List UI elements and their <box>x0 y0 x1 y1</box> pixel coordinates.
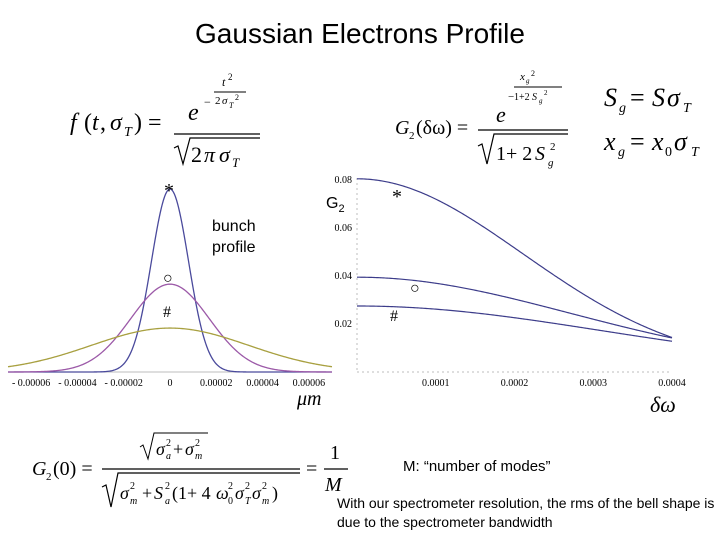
svg-text:σ: σ <box>120 483 129 503</box>
modes-note: M: “number of modes” <box>403 458 551 475</box>
svg-text:x: x <box>520 71 525 83</box>
svg-text:1: 1 <box>330 442 340 464</box>
svg-text:e: e <box>188 100 199 126</box>
svg-text:t: t <box>92 110 99 136</box>
svg-text:G: G <box>395 117 410 139</box>
svg-text:(1+ 4: (1+ 4 <box>172 483 211 503</box>
svg-text:2: 2 <box>262 481 267 492</box>
svg-text:M: M <box>325 474 342 496</box>
left-tick-label-3: 0 <box>167 378 173 389</box>
svg-text:(0) =: (0) = <box>53 458 93 480</box>
star-marker-narrow: * <box>164 180 174 202</box>
svg-text:S: S <box>604 83 617 112</box>
svg-text:m: m <box>195 451 203 462</box>
svg-text:2: 2 <box>235 93 239 102</box>
svg-text:S: S <box>652 83 665 112</box>
svg-text:ω: ω <box>216 483 229 503</box>
left-series-1 <box>8 284 332 372</box>
svg-text:σ: σ <box>110 110 122 136</box>
svg-text:2: 2 <box>228 481 233 492</box>
spectrometer-note: With our spectrometer resolution, the rms of the bell shape is due to the spectrometer bandwidth <box>337 495 715 530</box>
svg-text:0: 0 <box>665 145 672 160</box>
svg-text:−: − <box>204 95 211 109</box>
hash-marker-wide: # <box>163 304 171 321</box>
svg-text:σ: σ <box>222 95 228 107</box>
svg-text:m: m <box>130 496 138 507</box>
right-y-tick-label-0: 0.08 <box>334 175 352 186</box>
page-title: Gaussian Electrons Profile <box>195 18 525 49</box>
svg-text:T: T <box>232 155 240 168</box>
hash-marker-right: # <box>390 308 398 325</box>
svg-text:f: f <box>70 110 77 136</box>
svg-text:e: e <box>496 102 506 127</box>
svg-text:+: + <box>173 439 184 459</box>
right-series-0 <box>357 179 672 338</box>
svg-text:(: ( <box>84 110 92 136</box>
svg-text:T: T <box>691 145 699 160</box>
svg-text:2: 2 <box>215 95 221 107</box>
svg-text:G: G <box>32 458 47 480</box>
svg-text:σ: σ <box>156 439 165 459</box>
svg-text:σ: σ <box>235 483 244 503</box>
svg-text:2: 2 <box>550 141 556 153</box>
g2-formula-svg <box>390 70 590 172</box>
svg-text:σ: σ <box>674 127 687 156</box>
left-tick-label-5: 0.00004 <box>246 378 279 389</box>
svg-text:1+ 2: 1+ 2 <box>496 143 533 165</box>
right-series-2 <box>357 306 672 341</box>
svg-text:g: g <box>618 145 625 160</box>
sg-xg-formulas <box>600 78 715 166</box>
svg-text:π: π <box>204 142 216 167</box>
left-tick-label-6: 0.00006 <box>292 378 326 389</box>
svg-text:2: 2 <box>46 471 52 483</box>
g2-formula <box>390 70 590 172</box>
sg-xg-formulas-svg <box>600 78 715 166</box>
svg-text:x: x <box>604 127 616 156</box>
svg-text:T: T <box>683 101 691 116</box>
gaussian-formula <box>70 68 270 168</box>
svg-text:σ: σ <box>185 439 194 459</box>
svg-text:x: x <box>652 127 664 156</box>
svg-text:σ: σ <box>252 483 261 503</box>
svg-text:2: 2 <box>191 142 202 167</box>
g2-zero-formula <box>32 425 352 515</box>
svg-text:) =: ) = <box>134 110 162 136</box>
right-x-tick-label-2: 0.0003 <box>579 378 607 389</box>
left-tick-label-1: - 0.00004 <box>58 378 97 389</box>
svg-text:1+2: 1+2 <box>514 92 530 103</box>
svg-text:a: a <box>166 451 171 462</box>
g2-label-sub: 2 <box>338 203 345 216</box>
svg-text:T: T <box>124 125 132 140</box>
svg-text:2: 2 <box>531 70 535 78</box>
svg-text:2: 2 <box>195 438 200 449</box>
left-axis-unit: μm <box>297 388 322 410</box>
svg-text:S: S <box>154 483 163 503</box>
svg-text:m: m <box>262 496 270 507</box>
left-tick-label-4: 0.00002 <box>200 378 233 389</box>
right-y-tick-label-1: 0.06 <box>334 223 352 234</box>
left-tick-label-0: - 0.00006 <box>11 378 51 389</box>
svg-text:t: t <box>222 75 226 89</box>
svg-text:2: 2 <box>166 438 171 449</box>
svg-text:2: 2 <box>228 72 233 82</box>
svg-text:T: T <box>245 496 251 507</box>
svg-text:(δω) =: (δω) = <box>416 117 469 139</box>
svg-text:2: 2 <box>130 481 135 492</box>
right-x-tick-label-1: 0.0002 <box>500 378 529 389</box>
svg-text:g: g <box>619 101 626 116</box>
right-y-tick-label-3: 0.02 <box>334 319 352 330</box>
svg-text:0: 0 <box>228 496 233 507</box>
gaussian-formula-svg <box>70 68 270 168</box>
svg-text:σ: σ <box>219 142 230 167</box>
g2-zero-formula-svg <box>32 425 352 515</box>
right-axis-unit: δω <box>650 392 676 417</box>
circle-marker-right: ○ <box>410 280 420 297</box>
svg-text:g: g <box>539 97 543 105</box>
svg-text:a: a <box>165 496 170 507</box>
svg-text:−: − <box>508 91 515 103</box>
svg-text:S: S <box>532 92 537 103</box>
right-x-tick-label-0: 0.0001 <box>422 378 450 389</box>
star-marker-right: * <box>392 186 402 208</box>
svg-text:g: g <box>548 157 554 169</box>
svg-text:2: 2 <box>245 481 250 492</box>
right-y-tick-label-2: 0.04 <box>334 271 352 282</box>
svg-text:S: S <box>535 143 545 165</box>
right-series-1 <box>357 277 672 338</box>
bunch-profile-label: bunch profile <box>212 218 256 256</box>
svg-text:=: = <box>306 458 318 480</box>
left-series-2 <box>8 328 332 367</box>
svg-text:,: , <box>100 110 106 136</box>
svg-text:=: = <box>630 83 645 112</box>
svg-text:+: + <box>142 483 153 503</box>
svg-text:2: 2 <box>409 130 415 142</box>
left-tick-label-2: - 0.00002 <box>104 378 143 389</box>
svg-text:2: 2 <box>165 481 170 492</box>
svg-text:T: T <box>229 101 234 110</box>
svg-text:g: g <box>526 77 530 85</box>
svg-text:): ) <box>272 483 278 503</box>
circle-marker-medium: ○ <box>163 270 173 287</box>
right-x-tick-label-3: 0.0004 <box>658 378 686 389</box>
g2-label <box>326 195 345 215</box>
svg-text:σ: σ <box>667 83 680 112</box>
g2-label-main: G <box>326 195 339 212</box>
svg-text:=: = <box>630 127 645 156</box>
svg-text:2: 2 <box>544 89 548 97</box>
